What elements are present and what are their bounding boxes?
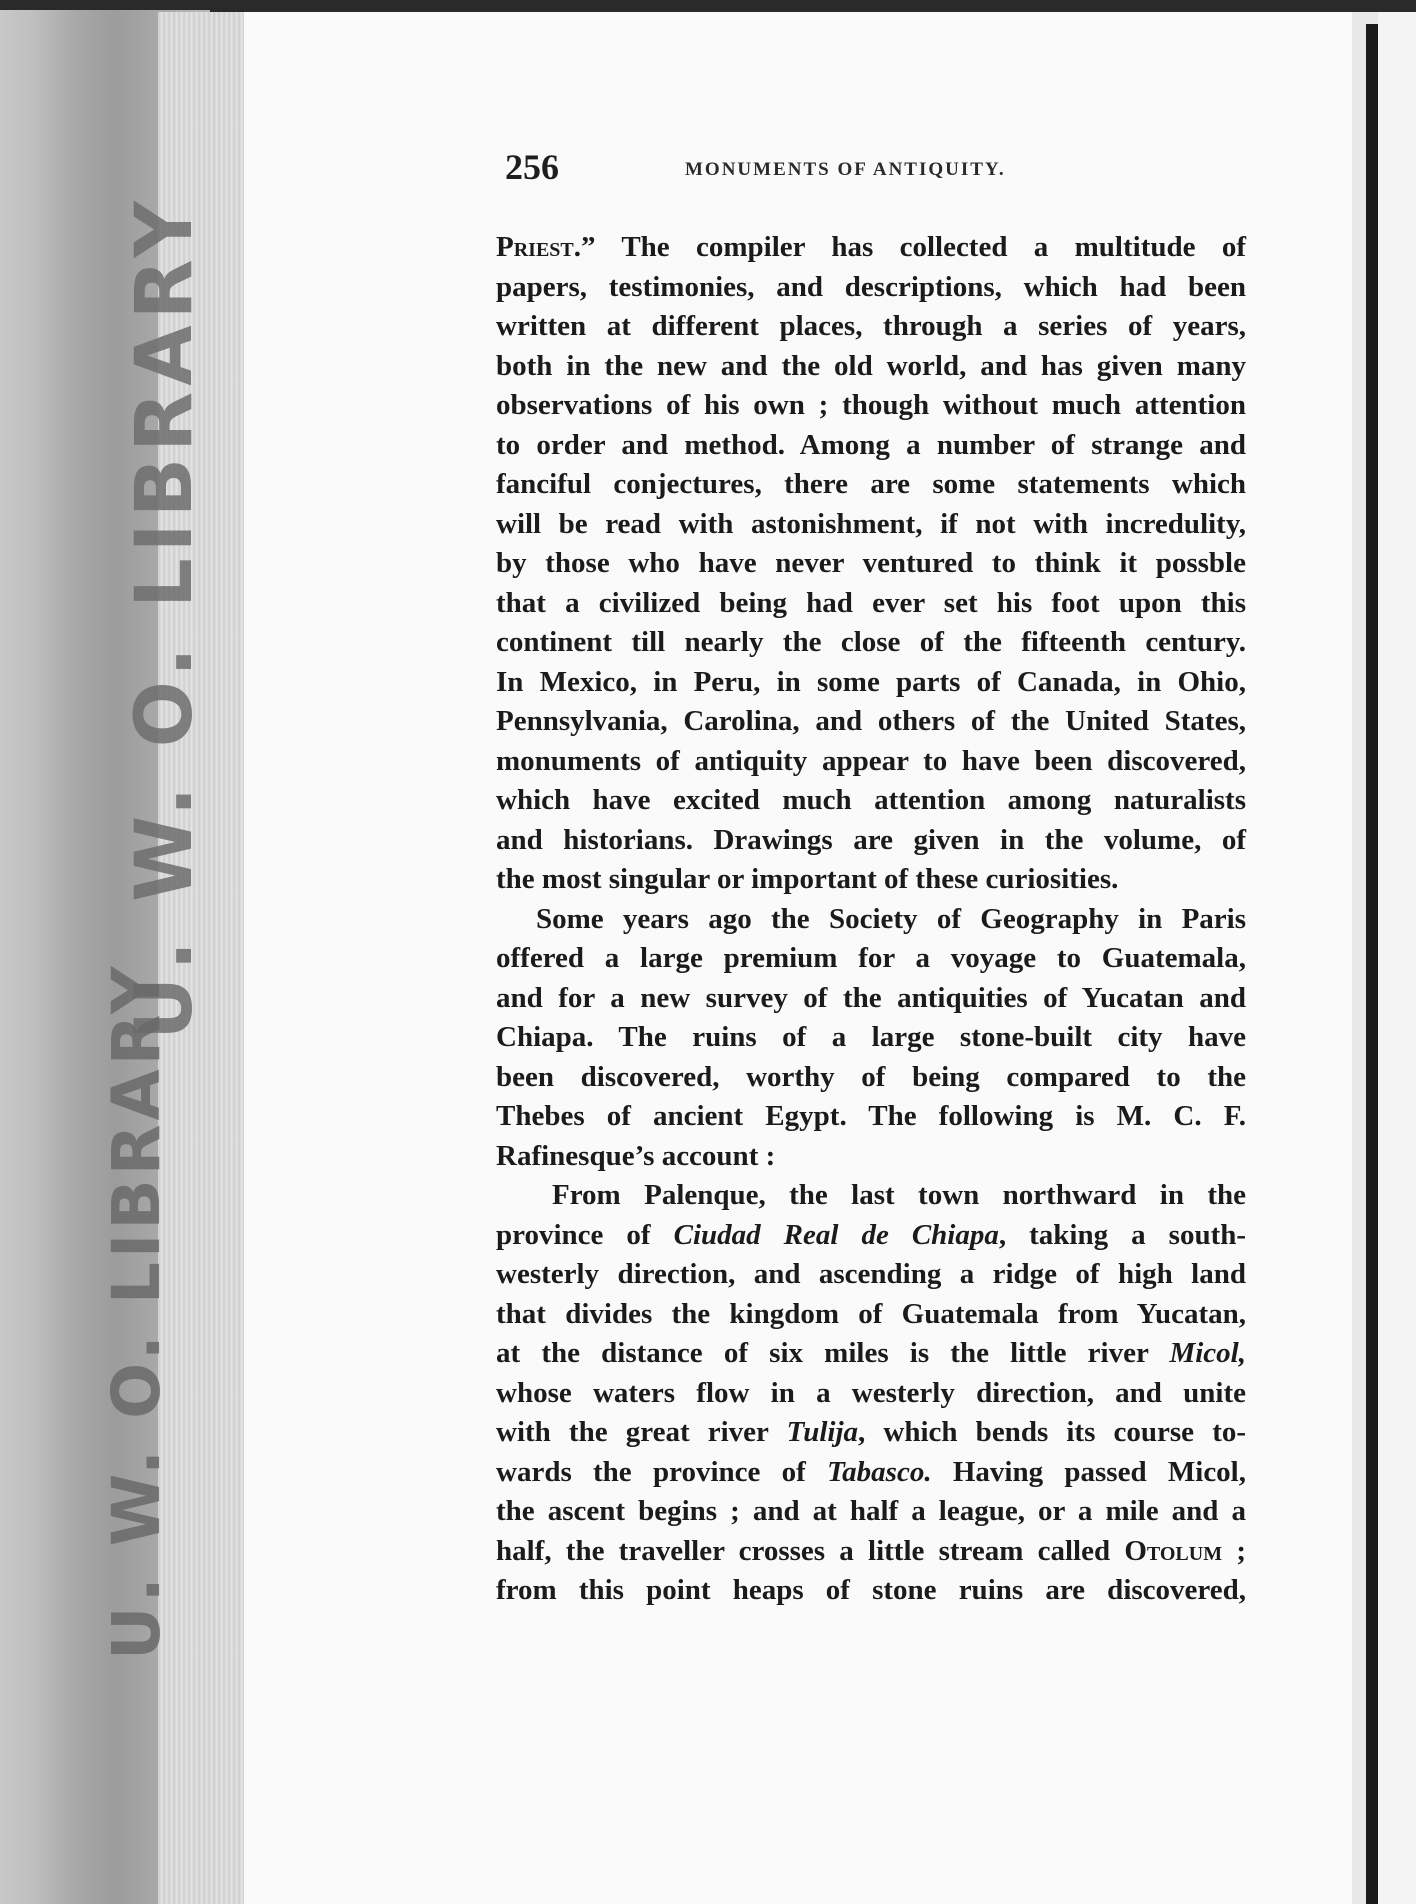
text-line: province of Ciudad Real de Chiapa, taking a south-	[496, 1218, 1247, 1251]
text-line: which have excited much attention among naturalists	[496, 784, 1246, 816]
text-line: wards the province of Tabasco. Having passed Micol,	[496, 1455, 1246, 1488]
text-line: from this point heaps of stone ruins are discovered,	[496, 1574, 1246, 1606]
text-line: been discovered, worthy of being compared to the	[496, 1060, 1246, 1093]
page-number: 256	[505, 147, 559, 187]
text-line: that divides the kingdom of Guatemala from Yucatan,	[496, 1297, 1246, 1330]
text-line: by those who have never ventured to think it possble	[496, 547, 1246, 579]
text-line: westerly direction, and ascending a ridge of high land	[496, 1258, 1246, 1290]
library-stamp-faded: U. W. O. LIBRARY	[98, 962, 175, 1660]
text-line: to order and method. Among a number of strange and	[496, 428, 1246, 461]
small-caps-word: Priest.”	[496, 231, 596, 263]
text-line: Rafinesque’s account :	[496, 1139, 776, 1172]
scan-right-margin	[1378, 12, 1416, 1904]
text-line: and historians. Drawings are given in the volume, of	[496, 823, 1246, 856]
text-line: and for a new survey of the antiquities of Yucatan and	[496, 981, 1246, 1014]
text-line: observations of his own ; though without much attention	[496, 389, 1246, 421]
body-text	[496, 228, 1246, 1611]
text-line: with the great river Tulija, which bends its course to-	[496, 1416, 1247, 1448]
text-line: the ascent begins ; and at half a league, or a mile and a	[496, 1495, 1246, 1527]
library-stamp: U. W. O. LIBRARY	[120, 195, 210, 1040]
text-line: half, the traveller crosses a little stream called Otolum ;	[496, 1534, 1246, 1567]
text-line: Pennsylvania, Carolina, and others of the United States,	[496, 705, 1246, 737]
italic-place-name: Ciudad Real de Chiapa	[673, 1218, 999, 1251]
text-line: In Mexico, in Peru, in some parts of Canada, in Ohio,	[496, 665, 1246, 698]
text-line: From Palenque, the last town northward in the	[552, 1179, 1246, 1211]
text-line: whose waters flow in a westerly direction, and unite	[496, 1376, 1246, 1409]
italic-place-name: Tulija	[786, 1416, 859, 1448]
text-line: Chiapa. The ruins of a large stone-built city have	[496, 1021, 1246, 1053]
scan-right-edge	[1366, 24, 1378, 1904]
italic-place-name: Micol,	[1169, 1337, 1246, 1369]
text-line: Thebes of ancient Egypt. The following is M. C. F.	[496, 1100, 1246, 1132]
text-line: monuments of antiquity appear to have been discovered,	[496, 744, 1246, 777]
text-line: fanciful conjectures, there are some statements which	[496, 468, 1246, 500]
italic-place-name: Tabasco.	[827, 1455, 932, 1488]
small-caps-word: Otolum	[1124, 1534, 1223, 1567]
text-line: at the distance of six miles is the little river Micol,	[496, 1337, 1246, 1369]
running-title: MONUMENTS OF ANTIQUITY.	[685, 159, 1006, 180]
text-line: papers, testimonies, and descriptions, which had been	[496, 270, 1246, 303]
text-line: both in the new and the old world, and has given many	[496, 349, 1246, 382]
text-line: Priest.” The compiler has collected a multitude of	[496, 231, 1246, 263]
text-line: that a civilized being had ever set his foot upon this	[496, 586, 1246, 619]
text-line: Some years ago the Society of Geography in Paris	[536, 902, 1246, 935]
text-line: offered a large premium for a voyage to Guatemala,	[496, 942, 1246, 974]
running-header	[505, 146, 1085, 190]
text-line: written at different places, through a series of years,	[496, 310, 1246, 342]
text-line: will be read with astonishment, if not with incredulity,	[496, 507, 1246, 540]
text-line: continent till nearly the close of the fifteenth century.	[496, 626, 1246, 658]
text-line: the most singular or important of these curiosities.	[496, 863, 1119, 895]
